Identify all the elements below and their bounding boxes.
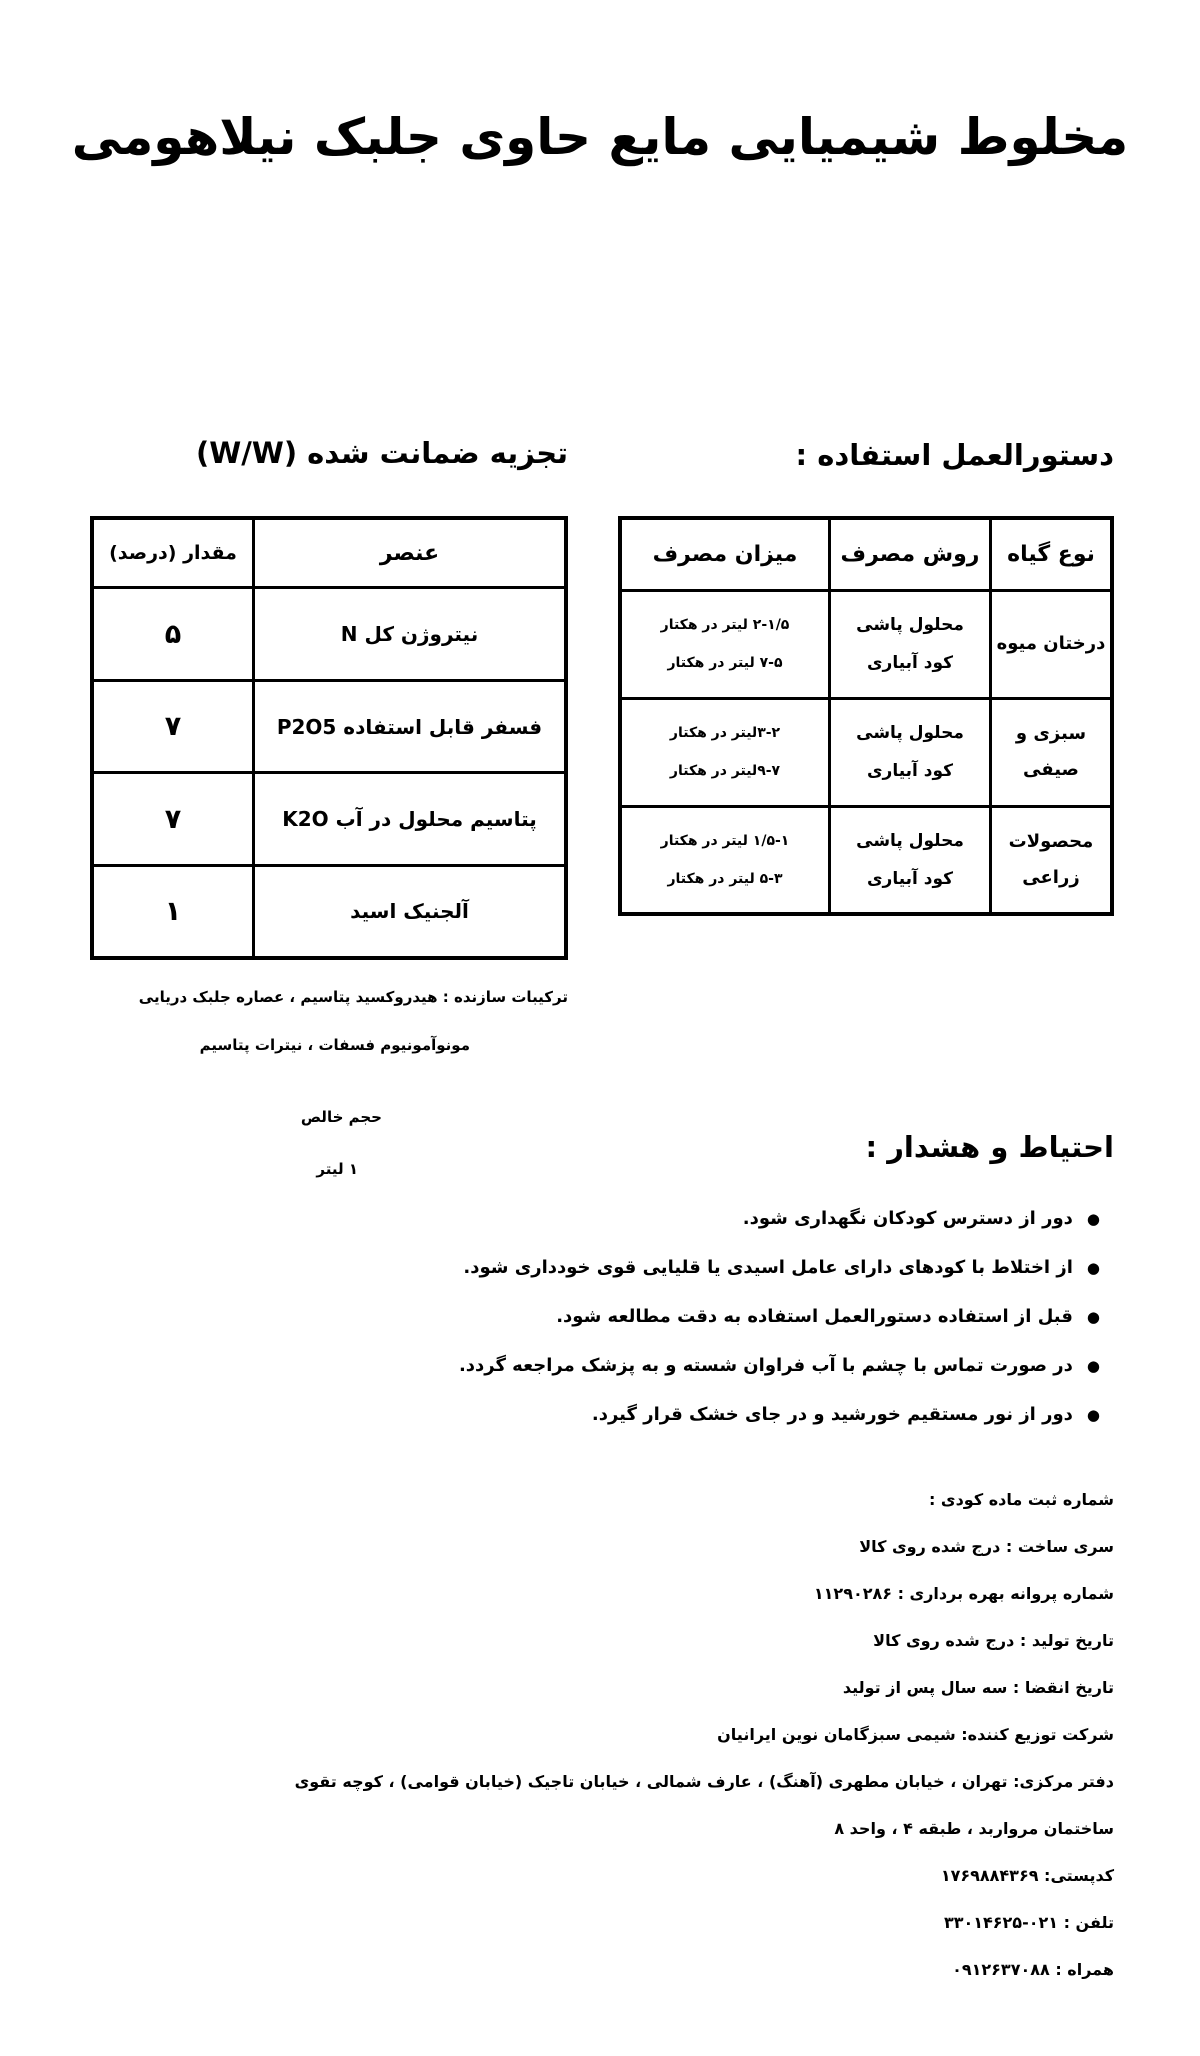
- list-item: ● دور از نور مستقیم خورشید و در جای خشک قرار گیرد.: [459, 1390, 1100, 1439]
- table-row: [620, 698, 1112, 806]
- usage-method-cell: [830, 590, 991, 698]
- info-line: ساختمان مرواربد ، طبقه ۴ ، واحد ۸: [834, 1819, 1114, 1838]
- table-row: [92, 588, 566, 681]
- usage-plant-line: سبزی و: [1015, 723, 1087, 745]
- info-line: تاریخ تولید : درج شده روی کالا: [873, 1631, 1114, 1650]
- warnings-heading: احتیاط و هشدار :: [865, 1130, 1114, 1164]
- usage-header-plant: نوع گیاه: [991, 518, 1113, 590]
- table-row: [92, 680, 566, 773]
- analysis-element-cell: نیتروژن کل N: [254, 588, 567, 681]
- info-line: شماره پروانه بهره برداری : ۱۱۲۹۰۲۸۶: [813, 1584, 1114, 1603]
- analysis-amount-cell: ۷: [92, 773, 254, 866]
- volume-label: حجم خالص: [300, 1108, 382, 1126]
- analysis-element-cell: پتاسیم محلول در آب K2O: [254, 773, 567, 866]
- table-row: [620, 590, 1112, 698]
- table-row: [620, 806, 1112, 914]
- analysis-heading: تجزیه ضمانت شده (W/W): [195, 436, 568, 470]
- usage-heading: دستورالعمل استفاده :: [795, 438, 1114, 472]
- usage-method-line: محلول پاشی: [856, 723, 964, 744]
- info-line: دفتر مرکزی: تهران ، خیابان مطهری (آهنگ) ، عارف شمالی ، خیابان تاجیک (خیابان قوامی) ، کوچه تقوی: [294, 1772, 1114, 1791]
- info-line: همراه : ۰۹۱۲۶۳۷۰۸۸: [952, 1960, 1114, 1979]
- usage-plant-cell: [991, 590, 1113, 698]
- product-info: [295, 1476, 1114, 1993]
- usage-method-line: کود آبیاری: [866, 868, 954, 889]
- usage-table: [618, 516, 1114, 916]
- usage-method-line: محلول پاشی: [856, 615, 964, 636]
- usage-rate-line: ۲-۱/۵ لیتر در هکتار: [660, 617, 790, 634]
- info-line: شماره ثبت ماده کودی :: [928, 1490, 1114, 1509]
- usage-plant-cell: [991, 806, 1113, 914]
- usage-method-cell: [830, 698, 991, 806]
- usage-rate-line: ۳-۲لیتر در هکتار: [669, 725, 781, 742]
- list-item: ● از اختلاط با کودهای دارای عامل اسیدی یا قلیایی قوی خودداری شود.: [459, 1243, 1100, 1292]
- list-item: ● قبل از استفاده دستورالعمل استفاده به دقت مطالعه شود.: [459, 1292, 1100, 1341]
- ingredients-line: ترکیبات سازنده : هیدروکسید پتاسیم ، عصاره جلبک دریایی: [138, 988, 568, 1006]
- usage-rate-cell: [620, 590, 830, 698]
- usage-rate-line: ۱/۵-۱ لیتر در هکتار: [660, 832, 790, 849]
- analysis-header-amount: مقدار (درصد): [92, 518, 254, 588]
- analysis-amount-cell: ۷: [92, 680, 254, 773]
- volume-value: ۱ لیتر: [316, 1160, 358, 1178]
- analysis-element-cell: فسفر قابل استفاده P2O5: [254, 680, 567, 773]
- info-line: سری ساخت : درج شده روی کالا: [859, 1537, 1114, 1556]
- usage-rate-cell: [620, 698, 830, 806]
- analysis-element-cell: آلجنیک اسید: [254, 865, 567, 958]
- info-line: تلفن : ۰۲۱-۳۳۰۱۴۶۲۵: [943, 1913, 1114, 1932]
- warnings-list: [459, 1194, 1100, 1439]
- analysis-amount-cell: ۵: [92, 588, 254, 681]
- usage-plant-line: صیفی: [1023, 759, 1079, 781]
- table-row: [92, 865, 566, 958]
- page-title: مخلوط شیمیایی مایع حاوی جلبک نیلاهومی: [71, 108, 1129, 166]
- usage-rate-line: ۹-۷لیتر در هکتار: [669, 763, 781, 780]
- usage-rate-line: ۵-۳ لیتر در هکتار: [667, 870, 783, 887]
- analysis-amount-cell: ۱: [92, 865, 254, 958]
- info-line: تاریخ انقضا : سه سال پس از تولید: [842, 1678, 1114, 1697]
- usage-plant-line: درختان میوه: [996, 633, 1106, 655]
- analysis-header-element: عنصر: [254, 518, 567, 588]
- usage-method-cell: [830, 806, 991, 914]
- usage-plant-line: زراعی: [1022, 866, 1080, 888]
- usage-method-line: کود آبیاری: [866, 653, 954, 674]
- info-line: کدپستی: ۱۷۶۹۸۸۴۳۶۹: [940, 1866, 1114, 1885]
- usage-plant-line: محصولات: [1008, 830, 1094, 852]
- info-line: شرکت توزیع کننده: شیمی سبزگامان نوین ایرانیان: [717, 1725, 1114, 1744]
- usage-header-rate: میزان مصرف: [620, 518, 830, 590]
- usage-rate-line: ۷-۵ لیتر در هکتار: [667, 655, 783, 672]
- usage-plant-cell: [991, 698, 1113, 806]
- usage-header-method: روش مصرف: [830, 518, 991, 590]
- ingredients-line: مونوآمونیوم فسفات ، نیترات پتاسیم: [199, 1036, 470, 1054]
- list-item: ● در صورت تماس با چشم با آب فراوان شسته و به پزشک مراجعه گردد.: [459, 1341, 1100, 1390]
- usage-rate-cell: [620, 806, 830, 914]
- list-item: ● دور از دسترس کودکان نگهداری شود.: [459, 1194, 1100, 1243]
- usage-method-line: کود آبیاری: [866, 761, 954, 782]
- analysis-table: [90, 516, 568, 960]
- table-row: [92, 773, 566, 866]
- usage-method-line: محلول پاشی: [856, 830, 964, 851]
